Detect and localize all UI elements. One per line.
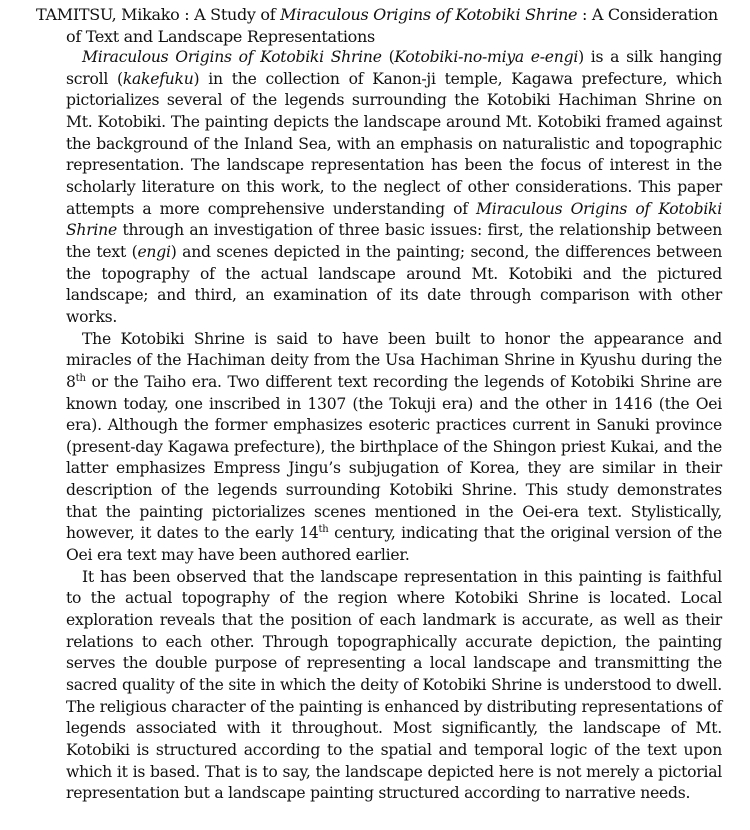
term-engi: engi (137, 242, 171, 261)
text-run: or the Taiho era. Two different text recording the legends of Kotobiki Shrine are known today, one inscribed in 1307 (the Tokuji era) and the other in 1416 (the Oei era). Although the former emphasizes esoteric practices current in Sanuki province (present-day Kagawa prefecture), the birthplace of the Shingon priest Kukai, and the latter emphasizes Empress Jingu’s subjugation of Korea, they are similar in their description of the legends surrounding Kotobiki Shrine. This study demonstrates that the painting pictorializes scenes mentioned in the Oei-era text. Stylistically, however, it dates to the early 14 (66, 372, 722, 543)
paragraph-2 (66, 329, 722, 567)
text-run: ) and scenes depicted in the painting; second, the differences between the topography of the actual landscape around Mt. Kotobiki and the pictured landscape; and third, an examination of its date through comparison with other works. (66, 242, 723, 326)
work-title-ref: Miraculous Origins of Kotobiki Shrine (66, 199, 722, 240)
work-title-ref: Miraculous Origins of Kotobiki Shrine (82, 48, 382, 66)
japanese-title-ref: Kotobiki-no-miya e-engi (394, 48, 579, 66)
text-run: ( (381, 48, 395, 66)
text-run: ) in the collection of Kanon-ji temple, Kagawa prefecture, which pictorializes several of the legends surrounding the Kotobiki Hachiman Shrine on Mt. Kotobiki. The painting depicts the landscape around Mt. Kotobiki framed against the background of the Inland Sea, with an emphasis on naturalistic and topographic representation. The landscape representation has been the focus of interest in the scholarly literature on this work, to the neglect of other considerations. This paper attempts a more comprehensive understanding of (66, 69, 722, 218)
superscript: th (75, 372, 86, 384)
work-title: Miraculous Origins of Kotobiki Shrine (280, 5, 578, 24)
term-kakefuku: kakefuku (122, 69, 194, 88)
text-run: The Kotobiki Shrine is said to have been built to honor the appearance and miracles of the Hachiman deity from the Usa Hachiman Shrine in Kyushu during the 8 (66, 329, 722, 391)
paragraph-3: It has been observed that the landscape representation in this painting is faithful to the actual topography of the region where Kotobiki Shrine is located. Local exploration reveals that the position of each landmark is accurate, as well as their relations to each other. Through topographically accurate depiction, the painting serves the double purpose of representing a local landscape and transmitting the sacred quality of the site in which the deity of Kotobiki Shrine is understood to dwell. The religious character of the painting is enhanced by distributing representations of legends associated with it throughout. Most significantly, the landscape of Mt. Kotobiki is structured according to the spatial and temporal logic of the text upon which it is based. That is to say, the landscape depicted here is not merely a pictorial representation but a landscape painting structured according to narrative needs. (66, 567, 722, 803)
paragraph-1 (66, 47, 722, 329)
author-name: TAMITSU, Mikako (36, 5, 180, 24)
text-run: ) is a silk hanging scroll ( (66, 48, 722, 88)
text-run: through an investigation of three basic issues: first, the relationship between the text ( (66, 221, 722, 261)
heading-subtitle: : A Consideration of Text and Landscape Representations (66, 5, 718, 46)
heading-separator: : A Study of (179, 5, 281, 24)
superscript: th (318, 524, 329, 536)
article-heading (36, 4, 722, 47)
text-run: century, indicating that the original version of the Oei era text may have been authored earlier. (66, 524, 723, 565)
